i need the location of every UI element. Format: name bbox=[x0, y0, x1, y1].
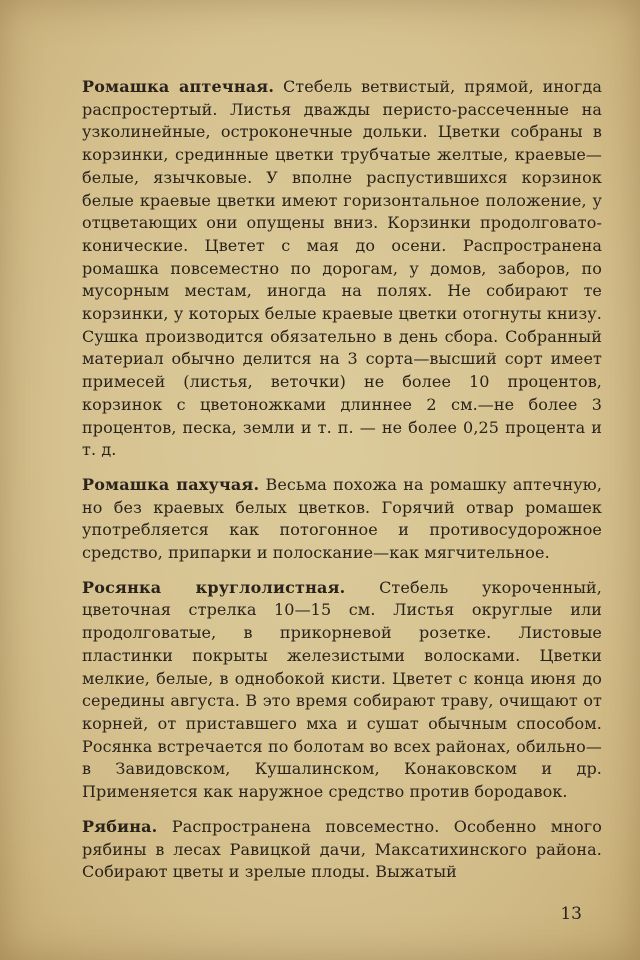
paragraph-body: Стебель ветвистый, прямой, иногда распростертый. Листья дважды перисто-рассеченные на узколинейные, остроконечные дольки. Цветки собраны в корзинки, срединные цветки трубчатые желтые, краевые—белые, язычковые. У вполне распустившихся корзинок белые краевые цветки имеют горизонтальное положение, у отцветающих они опущены вниз. Корзинки продолговато-конические. Цветет с мая до осени. Распространена ромашка повсеместно по дорогам, у домов, заборов, по мусорным местам, иногда на полях. Не собирают те корзинки, у которых белые краевые цветки отогнуты книзу. Сушка производится обязательно в день сбора. Собранный материал обычно делится на 3 сорта—высший сорт имеет примесей (листья, веточки) не более 10 процентов, корзинок с цветоножками длиннее 2 см.—не более 3 процентов, песка, земли и т. п. — не более 0,25 процента и т. д. bbox=[82, 77, 602, 460]
paragraph-title: Росянка круглолистная. bbox=[82, 577, 346, 597]
paragraph-rosyanka bbox=[82, 577, 602, 804]
paragraph-romashka-pakhuchaya bbox=[82, 474, 602, 565]
paragraph-romashka-aptechnaya bbox=[82, 76, 602, 462]
paragraph-title: Ромашка аптечная. bbox=[82, 77, 275, 96]
paragraph-body: Стебель укороченный, цветочная стрелка 10—15 см. Листья округлые или продолговатые, в прикорневой розетке. Листовые пластинки покрыты железистыми волосками. Цветки мелкие, белые, в однобокой кисти. Цветет с конца июня до середины августа. В это время собирают траву, очищают от корней, от приставшего мха и сушат обычным способом. Росянка встречается по болотам во всех районах, обильно—в Завидовском, Кушалинском, Конаковском и др. Применяется как наружное средство против бородавок. bbox=[82, 577, 602, 802]
paragraph-body: Весьма похожа на ромашку аптечную, но без краевых белых цветков. Горячий отвар ромашек употребляется как потогонное и противосудорожное средство, припарки и полоскание—как мягчительное. bbox=[82, 474, 602, 563]
paragraph-title: Ромашка пахучая. bbox=[82, 474, 260, 494]
paragraph-ryabina bbox=[82, 816, 602, 884]
paragraph-title: Рябина. bbox=[82, 816, 158, 836]
paragraph-body: Распространена повсеместно. Особенно много рябины в лесах Равицкой дачи, Максатихинского района. Собирают цветы и зрелые плоды. Выжатый bbox=[82, 816, 602, 882]
page-number: 13 bbox=[560, 904, 582, 924]
article-text bbox=[82, 76, 602, 896]
